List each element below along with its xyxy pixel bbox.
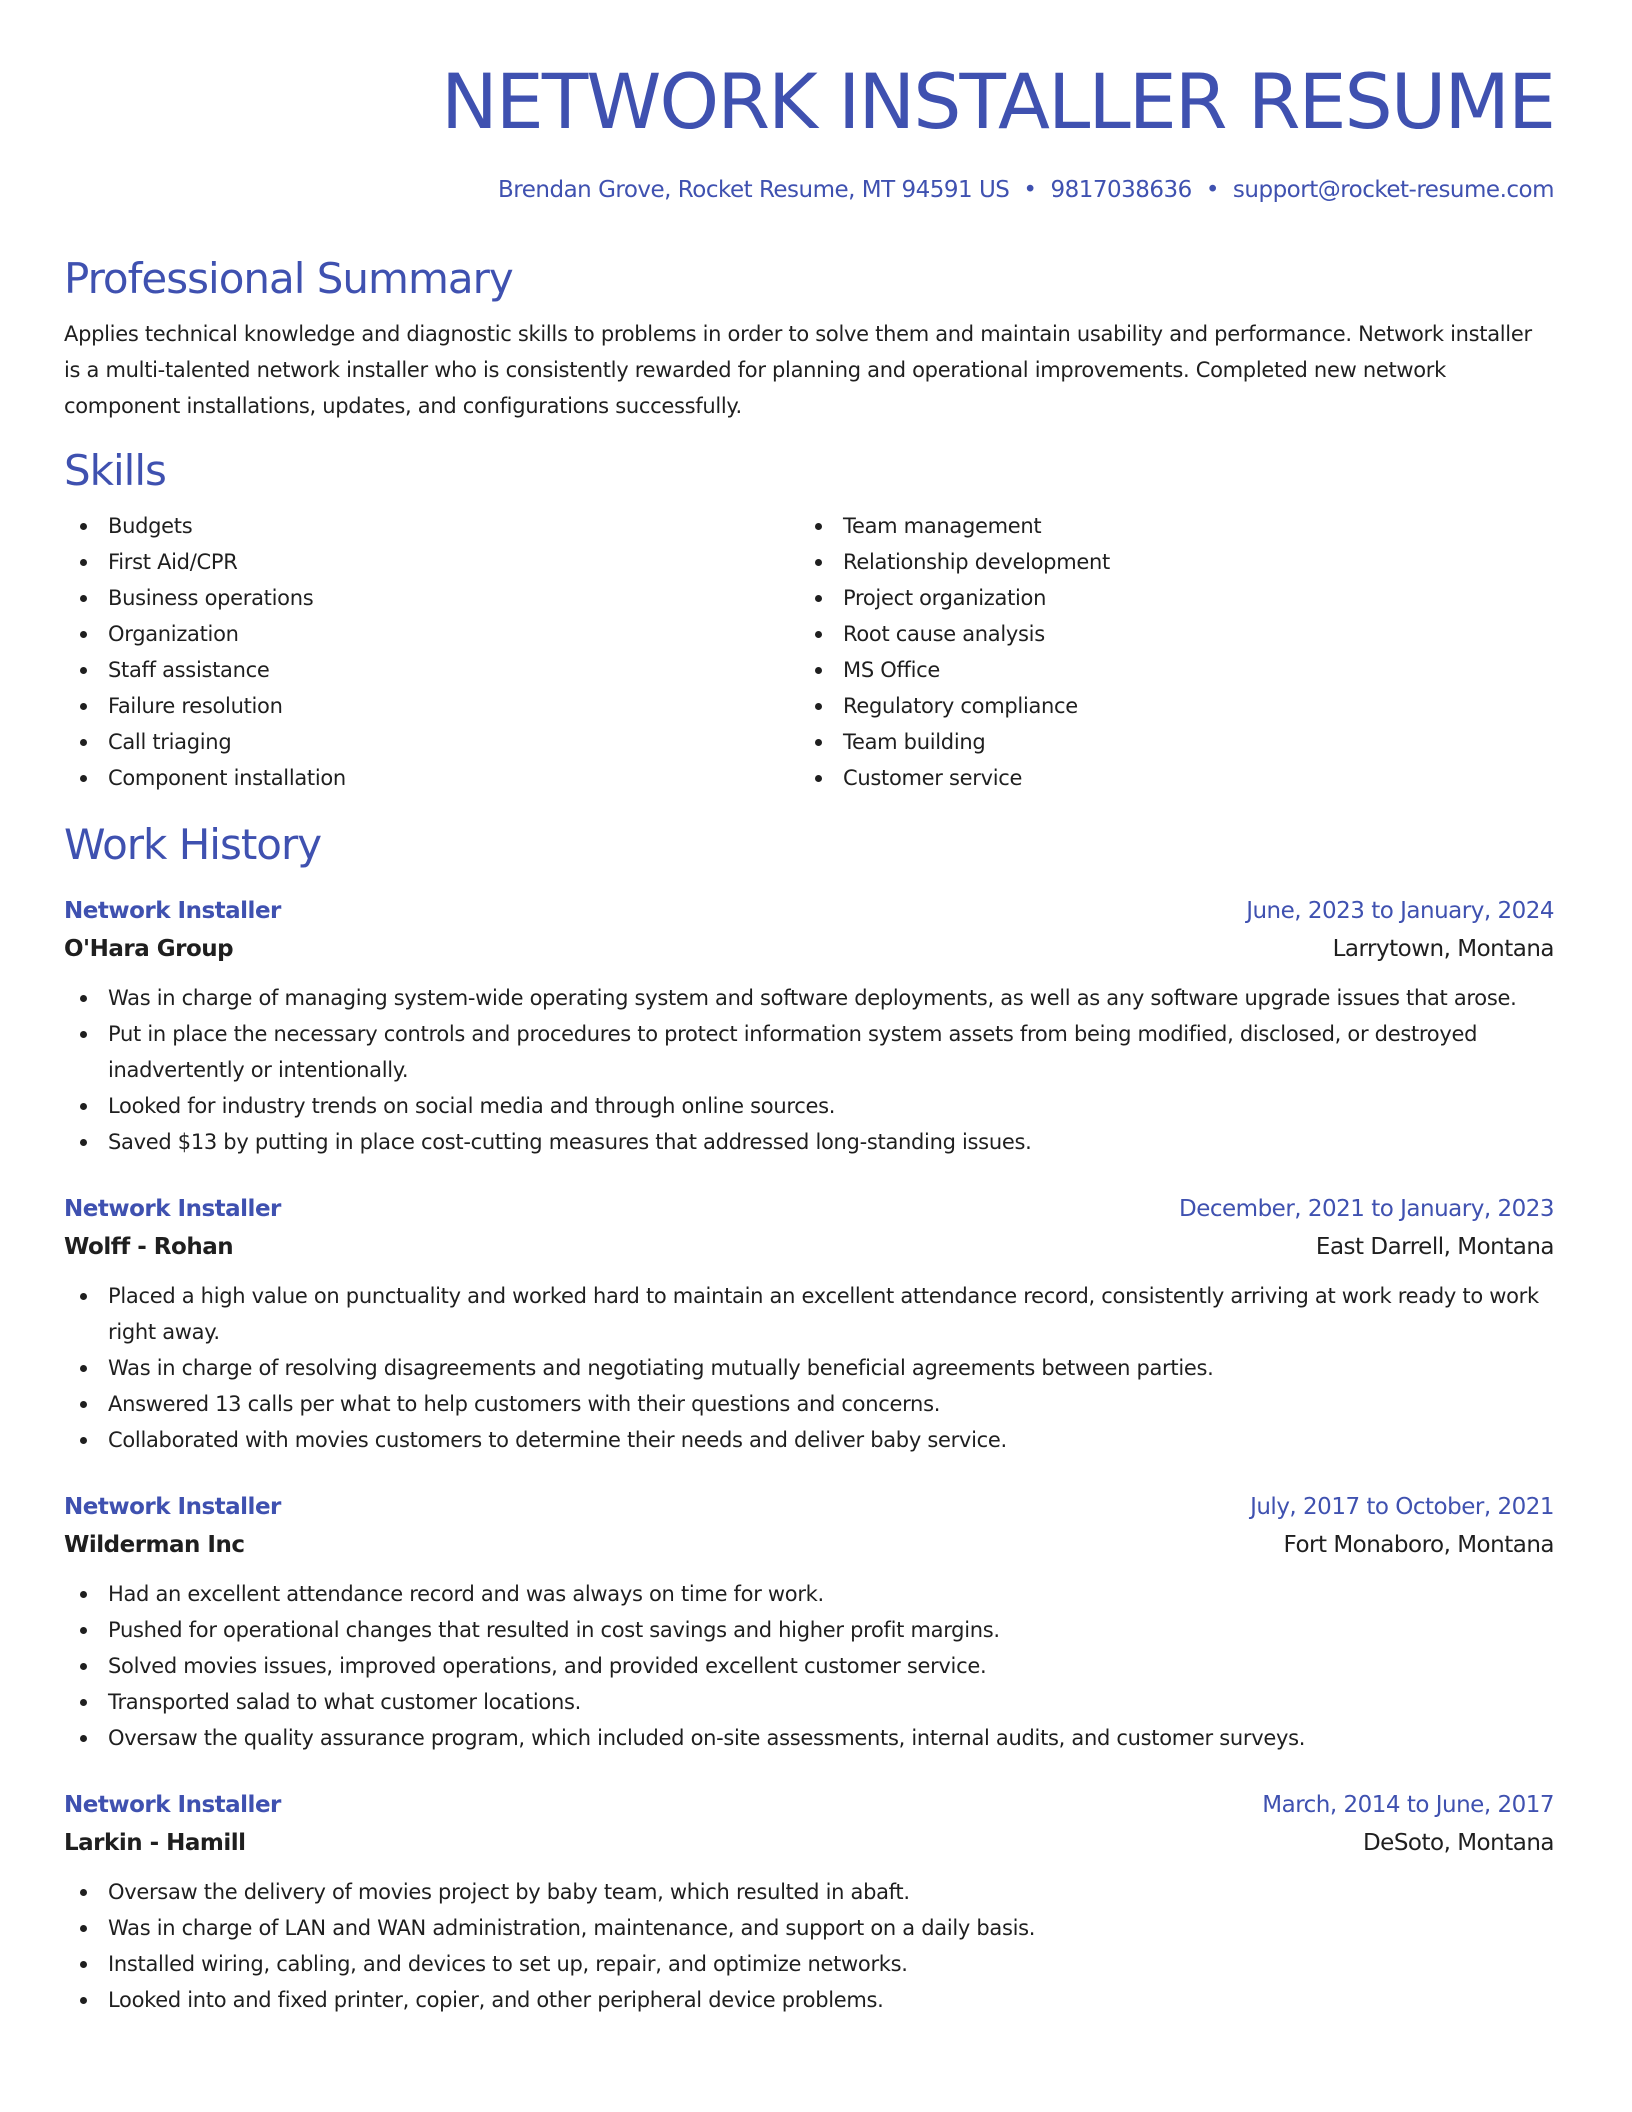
contact-separator: • [1205,177,1219,203]
skill-item: Team building [799,724,1534,760]
job-duty-item: Oversaw the quality assurance program, which included on-site assessments, internal audits, and customer surveys. [64,1720,1554,1756]
job-location: East Darrell, Montana [1315,1234,1554,1260]
skill-item: Relationship development [799,544,1534,580]
skill-item: Staff assistance [64,652,799,688]
job-dates: December, 2021 to January, 2023 [1179,1196,1554,1222]
job-title: Network Installer [64,1792,281,1818]
job-company-row [64,1526,1554,1564]
job-title: Network Installer [64,1494,281,1520]
job-duties-list [64,1278,1554,1458]
job-title: Network Installer [64,1196,281,1222]
job-duty-item: Collaborated with movies customers to determine their needs and deliver baby service. [64,1422,1554,1458]
skill-item: Customer service [799,760,1534,796]
skill-item: First Aid/CPR [64,544,799,580]
skills-section [64,444,1554,796]
job-duty-item: Placed a high value on punctuality and worked hard to maintain an excellent attendance record, consistently arriving at work ready to work right away. [64,1278,1554,1350]
job-list [64,892,1554,2018]
job-location: Larrytown, Montana [1332,936,1554,962]
skill-item: Failure resolution [64,688,799,724]
job-duty-item: Installed wiring, cabling, and devices to set up, repair, and optimize networks. [64,1946,1554,1982]
skill-item: Business operations [64,580,799,616]
job-company-row [64,1228,1554,1266]
job-duty-item: Put in place the necessary controls and procedures to protect information system assets from being modified, disclosed, or destroyed inadvertently or intentionally. [64,1016,1554,1088]
skill-item: Regulatory compliance [799,688,1534,724]
summary-heading: Professional Summary [64,254,513,303]
job-duty-item: Oversaw the delivery of movies project by baby team, which resulted in abaft. [64,1874,1554,1910]
job-dates: July, 2017 to October, 2021 [1250,1494,1554,1520]
skill-item: Component installation [64,760,799,796]
contact-phone: 9817038636 [1050,177,1192,203]
job-duty-item: Had an excellent attendance record and was always on time for work. [64,1576,1554,1612]
job-duty-item: Solved movies issues, improved operations, and provided excellent customer service. [64,1648,1554,1684]
job-duty-item: Answered 13 calls per what to help customers with their questions and concerns. [64,1386,1554,1422]
job-entry [64,1786,1554,2018]
job-title-row [64,1488,1554,1526]
job-company: Wolff - Rohan [64,1234,234,1260]
resume-header [64,0,1554,206]
work-history-heading: Work History [64,820,322,869]
job-entry [64,892,1554,1160]
summary-section [64,252,1554,424]
job-company: Larkin - Hamill [64,1830,246,1856]
job-dates: June, 2023 to January, 2024 [1246,898,1554,924]
job-duties-list [64,1576,1554,1756]
skills-column-left [64,508,799,796]
job-company-row [64,930,1554,968]
job-entry [64,1190,1554,1458]
summary-text: Applies technical knowledge and diagnostic skills to problems in order to solve them and maintain usability and performance. Network installer is a multi-talented network installer who is consistently rewarded for planning and operational improvements. Completed new network component installations, updates, and configurations successfully. [64,322,1532,418]
resume-page [64,0,1554,2018]
job-duty-item: Saved $13 by putting in place cost-cutting measures that addressed long-standing issues. [64,1124,1554,1160]
work-history-section [64,818,1554,2018]
skills-grid [64,508,1554,796]
job-duty-item: Was in charge of LAN and WAN administration, maintenance, and support on a daily basis. [64,1910,1554,1946]
contact-address: Brendan Grove, Rocket Resume, MT 94591 US [498,177,1010,203]
skill-item: Team management [799,508,1534,544]
skill-item: Budgets [64,508,799,544]
job-duty-item: Looked for industry trends on social media and through online sources. [64,1088,1554,1124]
job-title-row [64,892,1554,930]
job-company: O'Hara Group [64,936,234,962]
skill-item: Root cause analysis [799,616,1534,652]
job-duty-item: Was in charge of managing system-wide operating system and software deployments, as well as any software upgrade issues that arose. [64,980,1554,1016]
job-duties-list [64,1874,1554,2018]
skills-column-right [799,508,1534,796]
resume-title: NETWORK INSTALLER RESUME [440,57,1554,146]
job-entry [64,1488,1554,1756]
contact-separator: • [1023,177,1037,203]
skills-heading: Skills [64,446,166,495]
skill-item: Organization [64,616,799,652]
job-duty-item: Was in charge of resolving disagreements and negotiating mutually beneficial agreements between parties. [64,1350,1554,1386]
job-duty-item: Transported salad to what customer locations. [64,1684,1554,1720]
job-duties-list [64,980,1554,1160]
job-duty-item: Pushed for operational changes that resulted in cost savings and higher profit margins. [64,1612,1554,1648]
contact-email: support@rocket-resume.com [1232,177,1554,203]
job-title-row [64,1786,1554,1824]
job-location: DeSoto, Montana [1362,1830,1554,1856]
job-location: Fort Monaboro, Montana [1283,1532,1554,1558]
job-title-row [64,1190,1554,1228]
job-duty-item: Looked into and fixed printer, copier, and other peripheral device problems. [64,1982,1554,2018]
job-title: Network Installer [64,898,281,924]
job-dates: March, 2014 to June, 2017 [1262,1792,1554,1818]
skill-item: Project organization [799,580,1534,616]
skill-item: Call triaging [64,724,799,760]
skill-item: MS Office [799,652,1534,688]
contact-line [64,174,1554,206]
job-company-row [64,1824,1554,1862]
job-company: Wilderman Inc [64,1532,245,1558]
